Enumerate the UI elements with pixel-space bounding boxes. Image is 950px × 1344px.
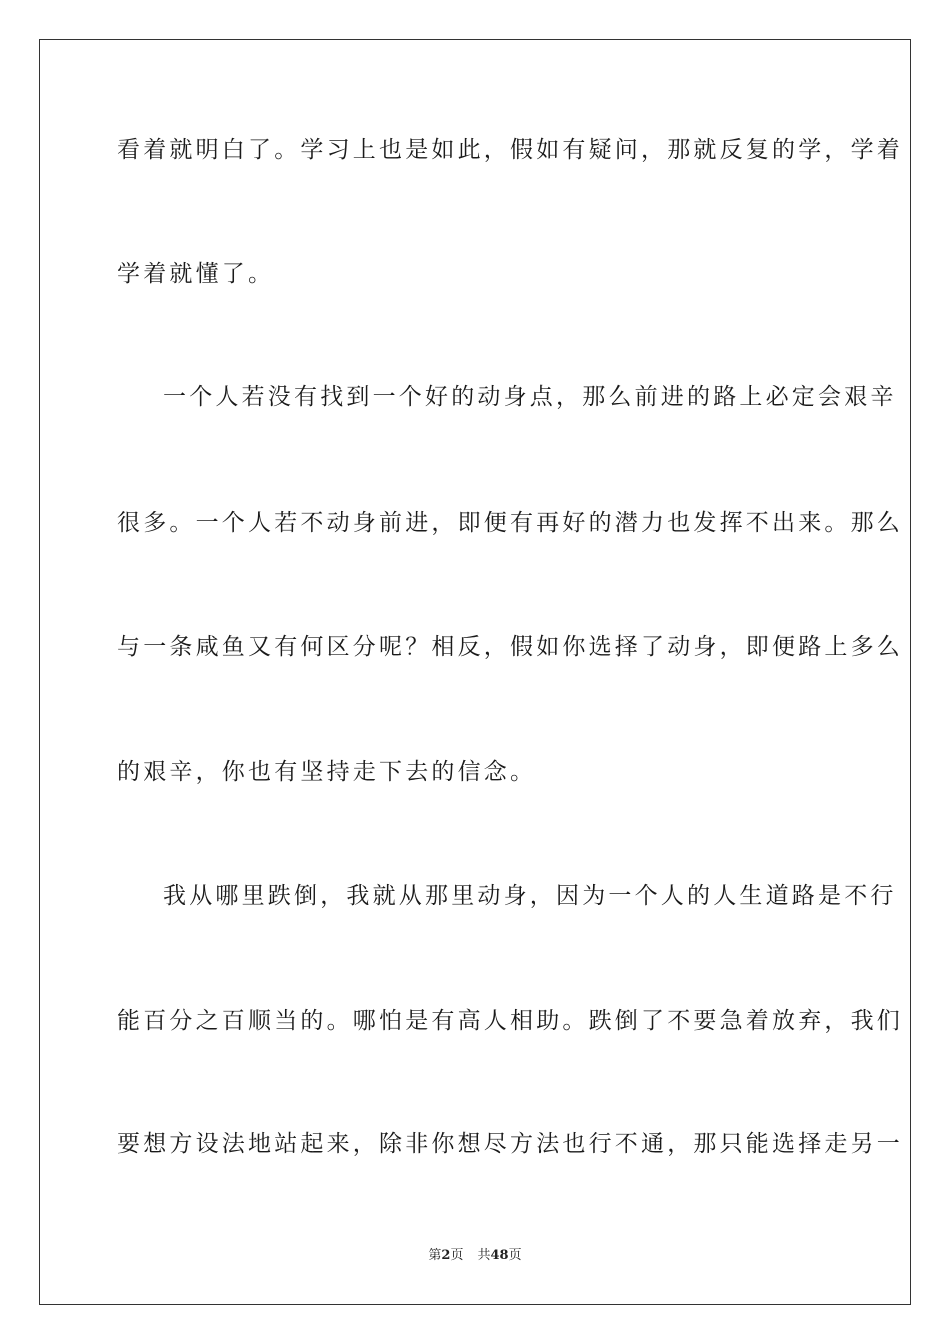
paragraph-line-9: 要想方设法地站起来，除非你想尽方法也行不通，那只能选择走另一 <box>117 1131 903 1157</box>
footer-total-pages: 48 <box>490 1248 509 1263</box>
paragraph-line-6: 的艰辛，你也有坚持走下去的信念。 <box>117 759 537 785</box>
paragraph-line-8: 能百分之百顺当的。哪怕是有高人相助。跌倒了不要急着放弃，我们 <box>117 1008 903 1034</box>
paragraph-line-7: 我从哪里跌倒，我就从那里动身，因为一个人的人生道路是不行 <box>163 883 897 909</box>
footer-total-suffix: 页 <box>508 1248 522 1263</box>
page-footer <box>0 1247 950 1265</box>
footer-page-number: 2 <box>441 1248 451 1263</box>
paragraph-line-3: 一个人若没有找到一个好的动身点，那么前进的路上必定会艰辛 <box>163 384 897 410</box>
footer-page-suffix: 页 <box>450 1248 464 1263</box>
footer-total-prefix: 共 <box>477 1248 491 1263</box>
page-border <box>39 39 911 1305</box>
footer-page-prefix: 第 <box>428 1248 442 1263</box>
paragraph-line-2: 学着就懂了。 <box>117 261 275 287</box>
paragraph-line-5: 与一条咸鱼又有何区分呢？相反，假如你选择了动身，即便路上多么 <box>117 634 903 660</box>
paragraph-line-4: 很多。一个人若不动身前进，即便有再好的潜力也发挥不出来。那么 <box>117 510 903 536</box>
paragraph-line-1: 看着就明白了。学习上也是如此，假如有疑问，那就反复的学，学着 <box>117 137 903 163</box>
